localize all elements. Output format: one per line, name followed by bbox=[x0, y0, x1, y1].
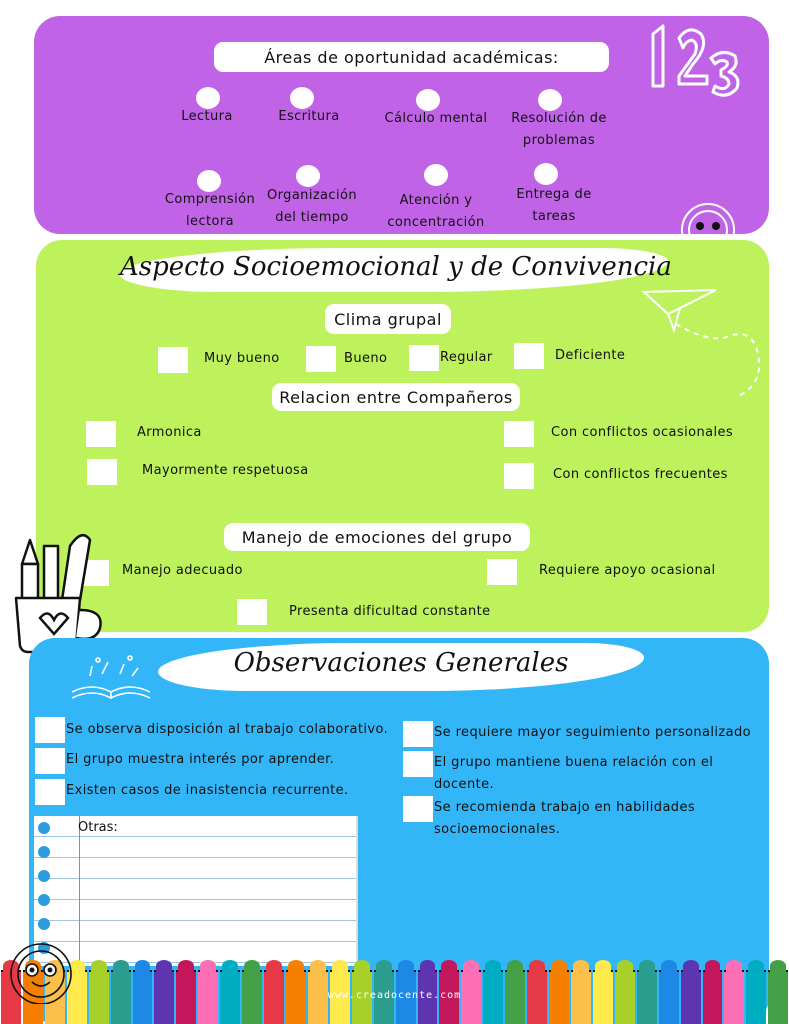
area-item-comprension-lectora: Comprensión lectora bbox=[164, 192, 256, 229]
relacion-conflictos-ocasionales-checkbox[interactable] bbox=[504, 421, 534, 447]
crayon-tip bbox=[683, 960, 699, 972]
otras-label: Otras: bbox=[78, 820, 118, 835]
relacion-armonica-label: Armonica bbox=[137, 425, 202, 440]
crayon-tip bbox=[200, 960, 216, 972]
manejo-dificultad-checkbox[interactable] bbox=[237, 599, 267, 625]
obs-habilidades-checkbox[interactable] bbox=[403, 796, 433, 822]
area-marker-8 bbox=[534, 163, 558, 185]
crayon-tip bbox=[288, 960, 304, 972]
obs-colaborativo-checkbox[interactable] bbox=[35, 717, 65, 743]
crayon-tip bbox=[705, 960, 721, 972]
obs-relacion-docente-checkbox[interactable] bbox=[403, 751, 433, 777]
crayon-tip bbox=[463, 960, 479, 972]
area-item-atencion-concentracion: Atención y concentración bbox=[387, 193, 485, 230]
relacion-conflictos-frecuentes-label: Con conflictos frecuentes bbox=[553, 467, 728, 482]
area-item-entrega-tareas: Entrega de tareas bbox=[516, 187, 592, 224]
socio-title: Aspecto Socioemocional y de Convivencia bbox=[120, 252, 672, 282]
relacion-respetuosa-checkbox[interactable] bbox=[87, 459, 117, 485]
obs-seguimiento-label: Se requiere mayor seguimiento personalizado bbox=[434, 725, 751, 740]
relacion-conflictos-frecuentes-checkbox[interactable] bbox=[504, 463, 534, 489]
notebook-margin-line bbox=[79, 816, 80, 966]
crayon-tip bbox=[420, 960, 436, 972]
notebook-hole bbox=[38, 846, 50, 858]
obs-colaborativo-label: Se observa disposición al trabajo colaborativo. bbox=[66, 722, 389, 737]
manejo-apoyo-ocasional-label: Requiere apoyo ocasional bbox=[539, 563, 716, 578]
obs-inasistencia-label: Existen casos de inasistencia recurrente. bbox=[66, 783, 349, 798]
crayon-tip bbox=[398, 960, 414, 972]
clima-deficiente-label: Deficiente bbox=[555, 348, 626, 363]
pencil-cup-icon bbox=[8, 522, 108, 654]
obs-seguimiento-checkbox[interactable] bbox=[403, 721, 433, 747]
crayon-tip bbox=[726, 960, 742, 972]
crayon-tip bbox=[441, 960, 457, 972]
crayon-tip bbox=[507, 960, 523, 972]
obs-habilidades-label: Se recomienda trabajo en habilidades socioemocionales. bbox=[434, 800, 696, 837]
obs-relacion-docente-label: El grupo mantiene buena relación con el docente. bbox=[434, 755, 714, 792]
clima-grupal-title: Clima grupal bbox=[325, 304, 451, 334]
crayon-tip bbox=[551, 960, 567, 972]
clima-bueno-label: Bueno bbox=[344, 351, 388, 366]
crayon-tip bbox=[222, 960, 238, 972]
smiley-badge-icon bbox=[678, 200, 738, 234]
relacion-conflictos-ocasionales-label: Con conflictos ocasionales bbox=[551, 425, 734, 440]
crayon-tip bbox=[748, 960, 764, 972]
clima-bueno-checkbox[interactable] bbox=[306, 346, 336, 372]
notebook-hole bbox=[38, 918, 50, 930]
area-item-resolucion-problemas: Resolución de problemas bbox=[511, 111, 607, 148]
crayon-tip bbox=[529, 960, 545, 972]
crayon-tip bbox=[573, 960, 589, 972]
numbers-123-icon bbox=[645, 20, 745, 102]
crayon-tip bbox=[595, 960, 611, 972]
crayon-tip bbox=[310, 960, 326, 972]
obs-interes-label: El grupo muestra interés por aprender. bbox=[66, 752, 335, 767]
area-item-lectura: Lectura bbox=[181, 109, 233, 124]
relacion-companeros-title: Relacion entre Compañeros bbox=[272, 383, 520, 411]
notebook-hole bbox=[38, 822, 50, 834]
area-marker-7 bbox=[424, 164, 448, 186]
obs-title: Observaciones Generales bbox=[233, 648, 569, 678]
crayon-tip bbox=[91, 960, 107, 972]
area-item-escritura: Escritura bbox=[278, 109, 340, 124]
otras-notes-field[interactable] bbox=[34, 816, 358, 966]
crayon-tip bbox=[485, 960, 501, 972]
clima-deficiente-checkbox[interactable] bbox=[514, 343, 544, 369]
crayon-tip bbox=[332, 960, 348, 972]
relacion-respetuosa-label: Mayormente respetuosa bbox=[142, 463, 309, 478]
crayon-tip bbox=[178, 960, 194, 972]
manejo-dificultad-label: Presenta dificultad constante bbox=[289, 604, 491, 619]
crayon-tip bbox=[354, 960, 370, 972]
crayon-tip bbox=[770, 960, 786, 972]
crayon-tip bbox=[135, 960, 151, 972]
crayon-tip bbox=[661, 960, 677, 972]
clima-muy-bueno-label: Muy bueno bbox=[204, 351, 280, 366]
crayon-tip bbox=[244, 960, 260, 972]
manejo-adecuado-label: Manejo adecuado bbox=[122, 563, 243, 578]
academic-areas-title: Áreas de oportunidad académicas: bbox=[214, 42, 609, 72]
crayon-tip bbox=[617, 960, 633, 972]
manejo-apoyo-ocasional-checkbox[interactable] bbox=[487, 559, 517, 585]
area-marker-6 bbox=[296, 165, 320, 187]
area-item-calculo-mental: Cálculo mental bbox=[384, 111, 488, 126]
crayon-tip bbox=[639, 960, 655, 972]
obs-inasistencia-checkbox[interactable] bbox=[35, 779, 65, 805]
crayon-tip bbox=[376, 960, 392, 972]
obs-interes-checkbox[interactable] bbox=[35, 748, 65, 774]
clima-regular-label: Regular bbox=[440, 350, 493, 365]
area-item-organizacion-tiempo: Organización del tiempo bbox=[267, 188, 357, 225]
crayon-tip bbox=[156, 960, 172, 972]
clima-muy-bueno-checkbox[interactable] bbox=[158, 347, 188, 373]
clima-regular-checkbox[interactable] bbox=[409, 345, 439, 371]
open-book-icon bbox=[68, 654, 154, 700]
manejo-emociones-title: Manejo de emociones del grupo bbox=[224, 523, 530, 551]
paper-plane-icon bbox=[640, 284, 770, 414]
notebook-hole bbox=[38, 870, 50, 882]
relacion-armonica-checkbox[interactable] bbox=[86, 421, 116, 447]
notebook-hole bbox=[38, 894, 50, 906]
crayon-tip bbox=[113, 960, 129, 972]
crayon-tip bbox=[266, 960, 282, 972]
footer-url: www.creadocente.com bbox=[327, 990, 462, 1001]
